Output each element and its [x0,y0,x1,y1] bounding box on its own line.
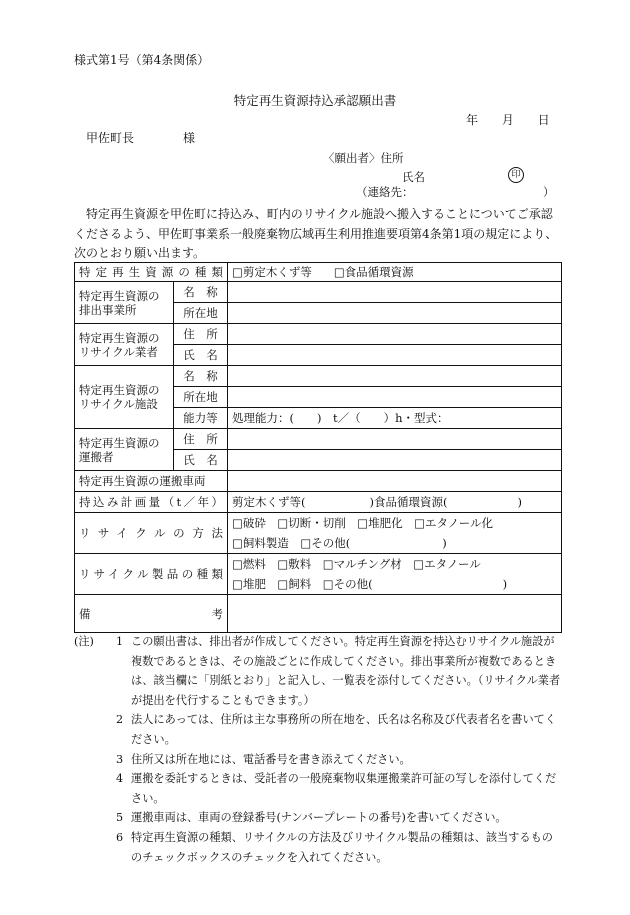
carrier-address-label: 住 所 [174,429,228,450]
facility-location-field[interactable] [228,387,562,408]
product-line-1[interactable]: □燃料 □敷料 □マルチング材 □エタノール [232,557,481,571]
honorific: 様 [183,131,196,145]
discharger-location-field[interactable] [228,303,562,324]
note-item: 4 運搬を委託するときは、受託者の一般廃棄物収集運搬業許可証の写しを添付してください。 [116,772,557,805]
remarks-label: 備 考 [75,595,228,633]
carrier-name-label: 氏 名 [174,450,228,471]
facility-name-field[interactable] [228,366,562,387]
plan-close: ) [517,495,522,509]
note-item: 5 運搬車両は、車両の登録番号(ナンバープレートの番号)を書いてください。 [116,811,507,825]
document-title: 特定再生資源持込承認願出書 [233,93,397,108]
facility-location-label: 所在地 [174,387,228,408]
discharger-location-label: 所在地 [174,303,228,324]
recycler-name-field[interactable] [228,345,562,366]
addressee: 甲佐町長 [86,131,135,145]
application-table [74,262,562,633]
method-field[interactable] [228,513,562,554]
type-label: 特定再生資源の種類 [75,263,228,282]
facility-capacity-field[interactable]: 処理能力：( ) t／（ ）h・型式： [228,408,562,429]
product-label: リサイクル製品の種類 [75,554,228,595]
discharger-name-field[interactable] [228,282,562,303]
method-line-1[interactable]: □破砕 □切断・切削 □堆肥化 □エタノール化 [232,516,494,530]
note-item: 6 特定再生資源の種類、リサイクルの方法及びリサイクル製品の種類は、該当するもののチェックボックスのチェックを入れてください。 [116,830,553,864]
applicant-address-label: 〈願出者〉住所 [323,151,404,165]
applicant-name-label: 氏名 [402,170,425,184]
plan-food: )食品循環資源( [369,495,448,509]
recycler-name-label: 氏 名 [174,345,228,366]
remarks-field[interactable] [228,595,562,633]
vehicle-label: 特定再生資源の運搬車両 [75,471,228,492]
date-line: 年 月 日 [466,113,550,127]
method-other-close: ) [442,536,447,550]
form-number: 様式第1号（第4条関係） [74,53,210,67]
contact-close: ） [543,185,555,199]
product-other-close: ) [502,577,508,591]
type-options[interactable] [228,263,562,282]
discharger-label: 特定再生資源の排出事業所 [75,282,174,324]
plan-field[interactable] [228,492,562,513]
method-label: リサイクルの方法 [75,513,228,554]
facility-name-label: 名 称 [174,366,228,387]
plan-label: 持込み計画量（t／年） [75,492,228,513]
method-other[interactable]: □飼料製造 □その他( [232,536,351,550]
note-item: 3 住所又は所在地には、電話番号を書き添えてください。 [116,752,411,766]
contact-label: （連絡先： [356,185,414,199]
type-option-food[interactable]: □食品循環資源 [333,265,414,279]
recycler-label: 特定再生資源のリサイクル業者 [75,324,174,366]
method-line-2[interactable] [232,533,557,553]
recycler-address-label: 住 所 [174,324,228,345]
note-item: (注) 1 この願出書は、排出者が作成してください。特定再生資源を持込むリサイクル施設が複数であるときは、その施設ごとに作成してください。排出事業所が複数であるときは、該当欄に「別紙とおり」と記入し、一覧表を添付してください。（リサイクル業者が提出を代行することもできます。） [74,632,564,710]
carrier-address-field[interactable] [228,429,562,450]
note-item: 2 法人にあっては、住所は主な事務所の所在地を、氏名は名称及び代表者名を書いてください。 [116,713,557,746]
notes-label: (注) [74,635,94,648]
intro-paragraph: 特定再生資源を甲佐町に持込み、町内のリサイクル施設へ搬入することについてご承認くださるよう、甲佐町事業系一般廃棄物広域再生利用推進要項第4条第1項の規定により、次のとおり願い出ます。 [74,207,558,260]
product-other[interactable]: □堆肥 □飼料 □その他( [232,577,373,591]
type-option-pruned-wood[interactable]: □剪定木くず等 [232,265,312,279]
carrier-label: 特定再生資源の運搬者 [75,429,174,471]
recycler-address-field[interactable] [228,324,562,345]
facility-capacity-label: 能力等 [174,408,228,429]
discharger-name-label: 名 称 [174,282,228,303]
facility-label: 特定再生資源のリサイクル施設 [75,366,174,429]
seal-mark: 印 [508,167,524,183]
product-field[interactable] [228,554,562,595]
notes-section [74,632,564,867]
vehicle-field[interactable] [228,471,562,492]
plan-pruned-wood: 剪定木くず等( [232,495,306,509]
carrier-name-field[interactable] [228,450,562,471]
product-line-2[interactable] [232,574,557,594]
